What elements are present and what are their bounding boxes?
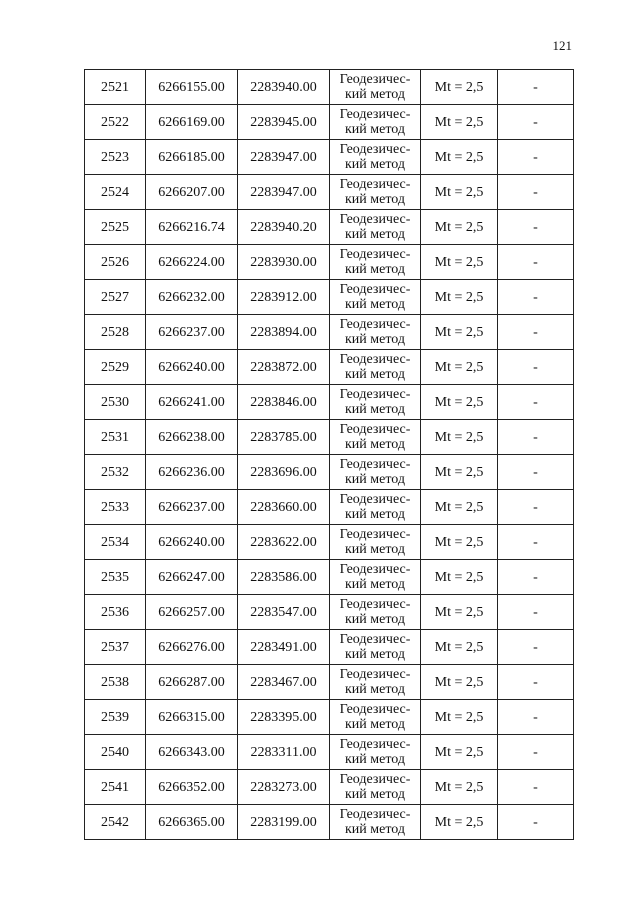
note-cell: - (498, 140, 574, 175)
point-number-cell: 2533 (85, 490, 146, 525)
y-coordinate-cell: 2283311.00 (238, 735, 330, 770)
table-row (85, 175, 574, 210)
table-body (85, 70, 574, 840)
x-coordinate-cell: 6266240.00 (146, 525, 238, 560)
table-row (85, 525, 574, 560)
y-coordinate-cell: 2283846.00 (238, 385, 330, 420)
x-coordinate-cell: 6266365.00 (146, 805, 238, 840)
point-number-cell: 2539 (85, 700, 146, 735)
point-number-cell: 2532 (85, 455, 146, 490)
table-row (85, 140, 574, 175)
point-number-cell: 2531 (85, 420, 146, 455)
method-line-2: кий метод (344, 822, 405, 837)
y-coordinate-cell: 2283696.00 (238, 455, 330, 490)
accuracy-cell: Mt = 2,5 (421, 490, 498, 525)
x-coordinate-cell: 6266238.00 (146, 420, 238, 455)
table-row (85, 630, 574, 665)
method-cell (330, 525, 421, 560)
method-line-2: кий метод (344, 577, 405, 592)
note-cell: - (498, 490, 574, 525)
method-cell (330, 665, 421, 700)
accuracy-cell: Mt = 2,5 (421, 630, 498, 665)
accuracy-cell: Mt = 2,5 (421, 455, 498, 490)
x-coordinate-cell: 6266247.00 (146, 560, 238, 595)
point-number-cell: 2540 (85, 735, 146, 770)
accuracy-cell: Mt = 2,5 (421, 140, 498, 175)
accuracy-cell: Mt = 2,5 (421, 280, 498, 315)
point-number-cell: 2521 (85, 70, 146, 105)
x-coordinate-cell: 6266287.00 (146, 665, 238, 700)
point-number-cell: 2524 (85, 175, 146, 210)
note-cell: - (498, 315, 574, 350)
y-coordinate-cell: 2283491.00 (238, 630, 330, 665)
accuracy-cell: Mt = 2,5 (421, 385, 498, 420)
y-coordinate-cell: 2283930.00 (238, 245, 330, 280)
y-coordinate-cell: 2283947.00 (238, 140, 330, 175)
table-row (85, 490, 574, 525)
note-cell: - (498, 105, 574, 140)
accuracy-cell: Mt = 2,5 (421, 805, 498, 840)
accuracy-cell: Mt = 2,5 (421, 595, 498, 630)
accuracy-cell: Mt = 2,5 (421, 770, 498, 805)
method-line-1: Геодезичес- (339, 422, 411, 437)
method-line-1: Геодезичес- (339, 387, 411, 402)
note-cell: - (498, 735, 574, 770)
method-line-2: кий метод (344, 542, 405, 557)
x-coordinate-cell: 6266169.00 (146, 105, 238, 140)
point-number-cell: 2525 (85, 210, 146, 245)
note-cell: - (498, 455, 574, 490)
method-cell (330, 70, 421, 105)
table-row (85, 700, 574, 735)
method-cell (330, 595, 421, 630)
accuracy-cell: Mt = 2,5 (421, 700, 498, 735)
table-row (85, 560, 574, 595)
note-cell: - (498, 350, 574, 385)
x-coordinate-cell: 6266240.00 (146, 350, 238, 385)
method-line-1: Геодезичес- (339, 352, 411, 367)
table-row (85, 595, 574, 630)
note-cell: - (498, 175, 574, 210)
table-row (85, 105, 574, 140)
accuracy-cell: Mt = 2,5 (421, 560, 498, 595)
method-cell (330, 350, 421, 385)
method-line-1: Геодезичес- (339, 702, 411, 717)
y-coordinate-cell: 2283660.00 (238, 490, 330, 525)
y-coordinate-cell: 2283467.00 (238, 665, 330, 700)
method-line-2: кий метод (344, 122, 405, 137)
method-line-2: кий метод (344, 752, 405, 767)
x-coordinate-cell: 6266315.00 (146, 700, 238, 735)
table-row (85, 665, 574, 700)
note-cell: - (498, 700, 574, 735)
y-coordinate-cell: 2283894.00 (238, 315, 330, 350)
table-row (85, 280, 574, 315)
note-cell: - (498, 525, 574, 560)
method-line-2: кий метод (344, 262, 405, 277)
method-line-1: Геодезичес- (339, 737, 411, 752)
point-number-cell: 2538 (85, 665, 146, 700)
y-coordinate-cell: 2283940.00 (238, 70, 330, 105)
note-cell: - (498, 805, 574, 840)
table-row (85, 245, 574, 280)
method-cell (330, 280, 421, 315)
accuracy-cell: Mt = 2,5 (421, 665, 498, 700)
method-line-1: Геодезичес- (339, 282, 411, 297)
method-line-2: кий метод (344, 437, 405, 452)
x-coordinate-cell: 6266207.00 (146, 175, 238, 210)
x-coordinate-cell: 6266185.00 (146, 140, 238, 175)
point-number-cell: 2530 (85, 385, 146, 420)
x-coordinate-cell: 6266232.00 (146, 280, 238, 315)
table-row (85, 210, 574, 245)
table-row (85, 315, 574, 350)
y-coordinate-cell: 2283547.00 (238, 595, 330, 630)
point-number-cell: 2534 (85, 525, 146, 560)
method-cell (330, 735, 421, 770)
accuracy-cell: Mt = 2,5 (421, 105, 498, 140)
method-line-1: Геодезичес- (339, 212, 411, 227)
method-line-2: кий метод (344, 227, 405, 242)
accuracy-cell: Mt = 2,5 (421, 210, 498, 245)
method-line-2: кий метод (344, 647, 405, 662)
accuracy-cell: Mt = 2,5 (421, 525, 498, 560)
accuracy-cell: Mt = 2,5 (421, 420, 498, 455)
method-cell (330, 385, 421, 420)
method-line-2: кий метод (344, 682, 405, 697)
method-line-2: кий метод (344, 367, 405, 382)
note-cell: - (498, 595, 574, 630)
method-line-1: Геодезичес- (339, 667, 411, 682)
accuracy-cell: Mt = 2,5 (421, 175, 498, 210)
method-cell (330, 105, 421, 140)
accuracy-cell: Mt = 2,5 (421, 245, 498, 280)
method-line-1: Геодезичес- (339, 177, 411, 192)
point-number-cell: 2526 (85, 245, 146, 280)
point-number-cell: 2528 (85, 315, 146, 350)
note-cell: - (498, 280, 574, 315)
method-line-2: кий метод (344, 402, 405, 417)
y-coordinate-cell: 2283395.00 (238, 700, 330, 735)
y-coordinate-cell: 2283586.00 (238, 560, 330, 595)
method-cell (330, 805, 421, 840)
note-cell: - (498, 630, 574, 665)
y-coordinate-cell: 2283947.00 (238, 175, 330, 210)
method-line-2: кий метод (344, 297, 405, 312)
point-number-cell: 2522 (85, 105, 146, 140)
page-number: 121 (552, 38, 572, 53)
method-cell (330, 560, 421, 595)
method-cell (330, 210, 421, 245)
method-line-2: кий метод (344, 612, 405, 627)
y-coordinate-cell: 2283945.00 (238, 105, 330, 140)
method-line-2: кий метод (344, 717, 405, 732)
method-cell (330, 315, 421, 350)
method-line-1: Геодезичес- (339, 807, 411, 822)
method-line-2: кий метод (344, 507, 405, 522)
method-line-1: Геодезичес- (339, 247, 411, 262)
point-number-cell: 2527 (85, 280, 146, 315)
table-row (85, 805, 574, 840)
note-cell: - (498, 385, 574, 420)
point-number-cell: 2537 (85, 630, 146, 665)
table-row (85, 350, 574, 385)
point-number-cell: 2535 (85, 560, 146, 595)
method-line-2: кий метод (344, 787, 405, 802)
table-row (85, 385, 574, 420)
accuracy-cell: Mt = 2,5 (421, 70, 498, 105)
method-line-1: Геодезичес- (339, 317, 411, 332)
x-coordinate-cell: 6266237.00 (146, 315, 238, 350)
y-coordinate-cell: 2283622.00 (238, 525, 330, 560)
x-coordinate-cell: 6266237.00 (146, 490, 238, 525)
note-cell: - (498, 70, 574, 105)
method-line-2: кий метод (344, 87, 405, 102)
table-row (85, 735, 574, 770)
y-coordinate-cell: 2283785.00 (238, 420, 330, 455)
y-coordinate-cell: 2283912.00 (238, 280, 330, 315)
note-cell: - (498, 665, 574, 700)
note-cell: - (498, 210, 574, 245)
x-coordinate-cell: 6266276.00 (146, 630, 238, 665)
accuracy-cell: Mt = 2,5 (421, 315, 498, 350)
method-cell (330, 140, 421, 175)
x-coordinate-cell: 6266352.00 (146, 770, 238, 805)
x-coordinate-cell: 6266236.00 (146, 455, 238, 490)
point-number-cell: 2523 (85, 140, 146, 175)
note-cell: - (498, 770, 574, 805)
note-cell: - (498, 560, 574, 595)
method-cell (330, 420, 421, 455)
y-coordinate-cell: 2283872.00 (238, 350, 330, 385)
note-cell: - (498, 420, 574, 455)
x-coordinate-cell: 6266224.00 (146, 245, 238, 280)
coordinates-table (84, 69, 574, 840)
method-line-1: Геодезичес- (339, 597, 411, 612)
method-line-1: Геодезичес- (339, 772, 411, 787)
method-cell (330, 490, 421, 525)
point-number-cell: 2529 (85, 350, 146, 385)
x-coordinate-cell: 6266241.00 (146, 385, 238, 420)
x-coordinate-cell: 6266343.00 (146, 735, 238, 770)
note-cell: - (498, 245, 574, 280)
x-coordinate-cell: 6266216.74 (146, 210, 238, 245)
method-line-1: Геодезичес- (339, 72, 411, 87)
y-coordinate-cell: 2283199.00 (238, 805, 330, 840)
accuracy-cell: Mt = 2,5 (421, 350, 498, 385)
method-cell (330, 175, 421, 210)
method-line-1: Геодезичес- (339, 632, 411, 647)
method-line-2: кий метод (344, 192, 405, 207)
accuracy-cell: Mt = 2,5 (421, 735, 498, 770)
method-line-1: Геодезичес- (339, 527, 411, 542)
method-cell (330, 455, 421, 490)
method-cell (330, 245, 421, 280)
table-row (85, 770, 574, 805)
method-cell (330, 630, 421, 665)
method-line-1: Геодезичес- (339, 142, 411, 157)
table-row (85, 420, 574, 455)
y-coordinate-cell: 2283273.00 (238, 770, 330, 805)
method-line-1: Геодезичес- (339, 107, 411, 122)
point-number-cell: 2541 (85, 770, 146, 805)
x-coordinate-cell: 6266155.00 (146, 70, 238, 105)
point-number-cell: 2536 (85, 595, 146, 630)
method-line-1: Геодезичес- (339, 457, 411, 472)
y-coordinate-cell: 2283940.20 (238, 210, 330, 245)
method-cell (330, 700, 421, 735)
method-line-2: кий метод (344, 157, 405, 172)
table-row (85, 70, 574, 105)
method-line-1: Геодезичес- (339, 562, 411, 577)
x-coordinate-cell: 6266257.00 (146, 595, 238, 630)
method-line-2: кий метод (344, 472, 405, 487)
method-line-2: кий метод (344, 332, 405, 347)
method-cell (330, 770, 421, 805)
table-row (85, 455, 574, 490)
point-number-cell: 2542 (85, 805, 146, 840)
method-line-1: Геодезичес- (339, 492, 411, 507)
